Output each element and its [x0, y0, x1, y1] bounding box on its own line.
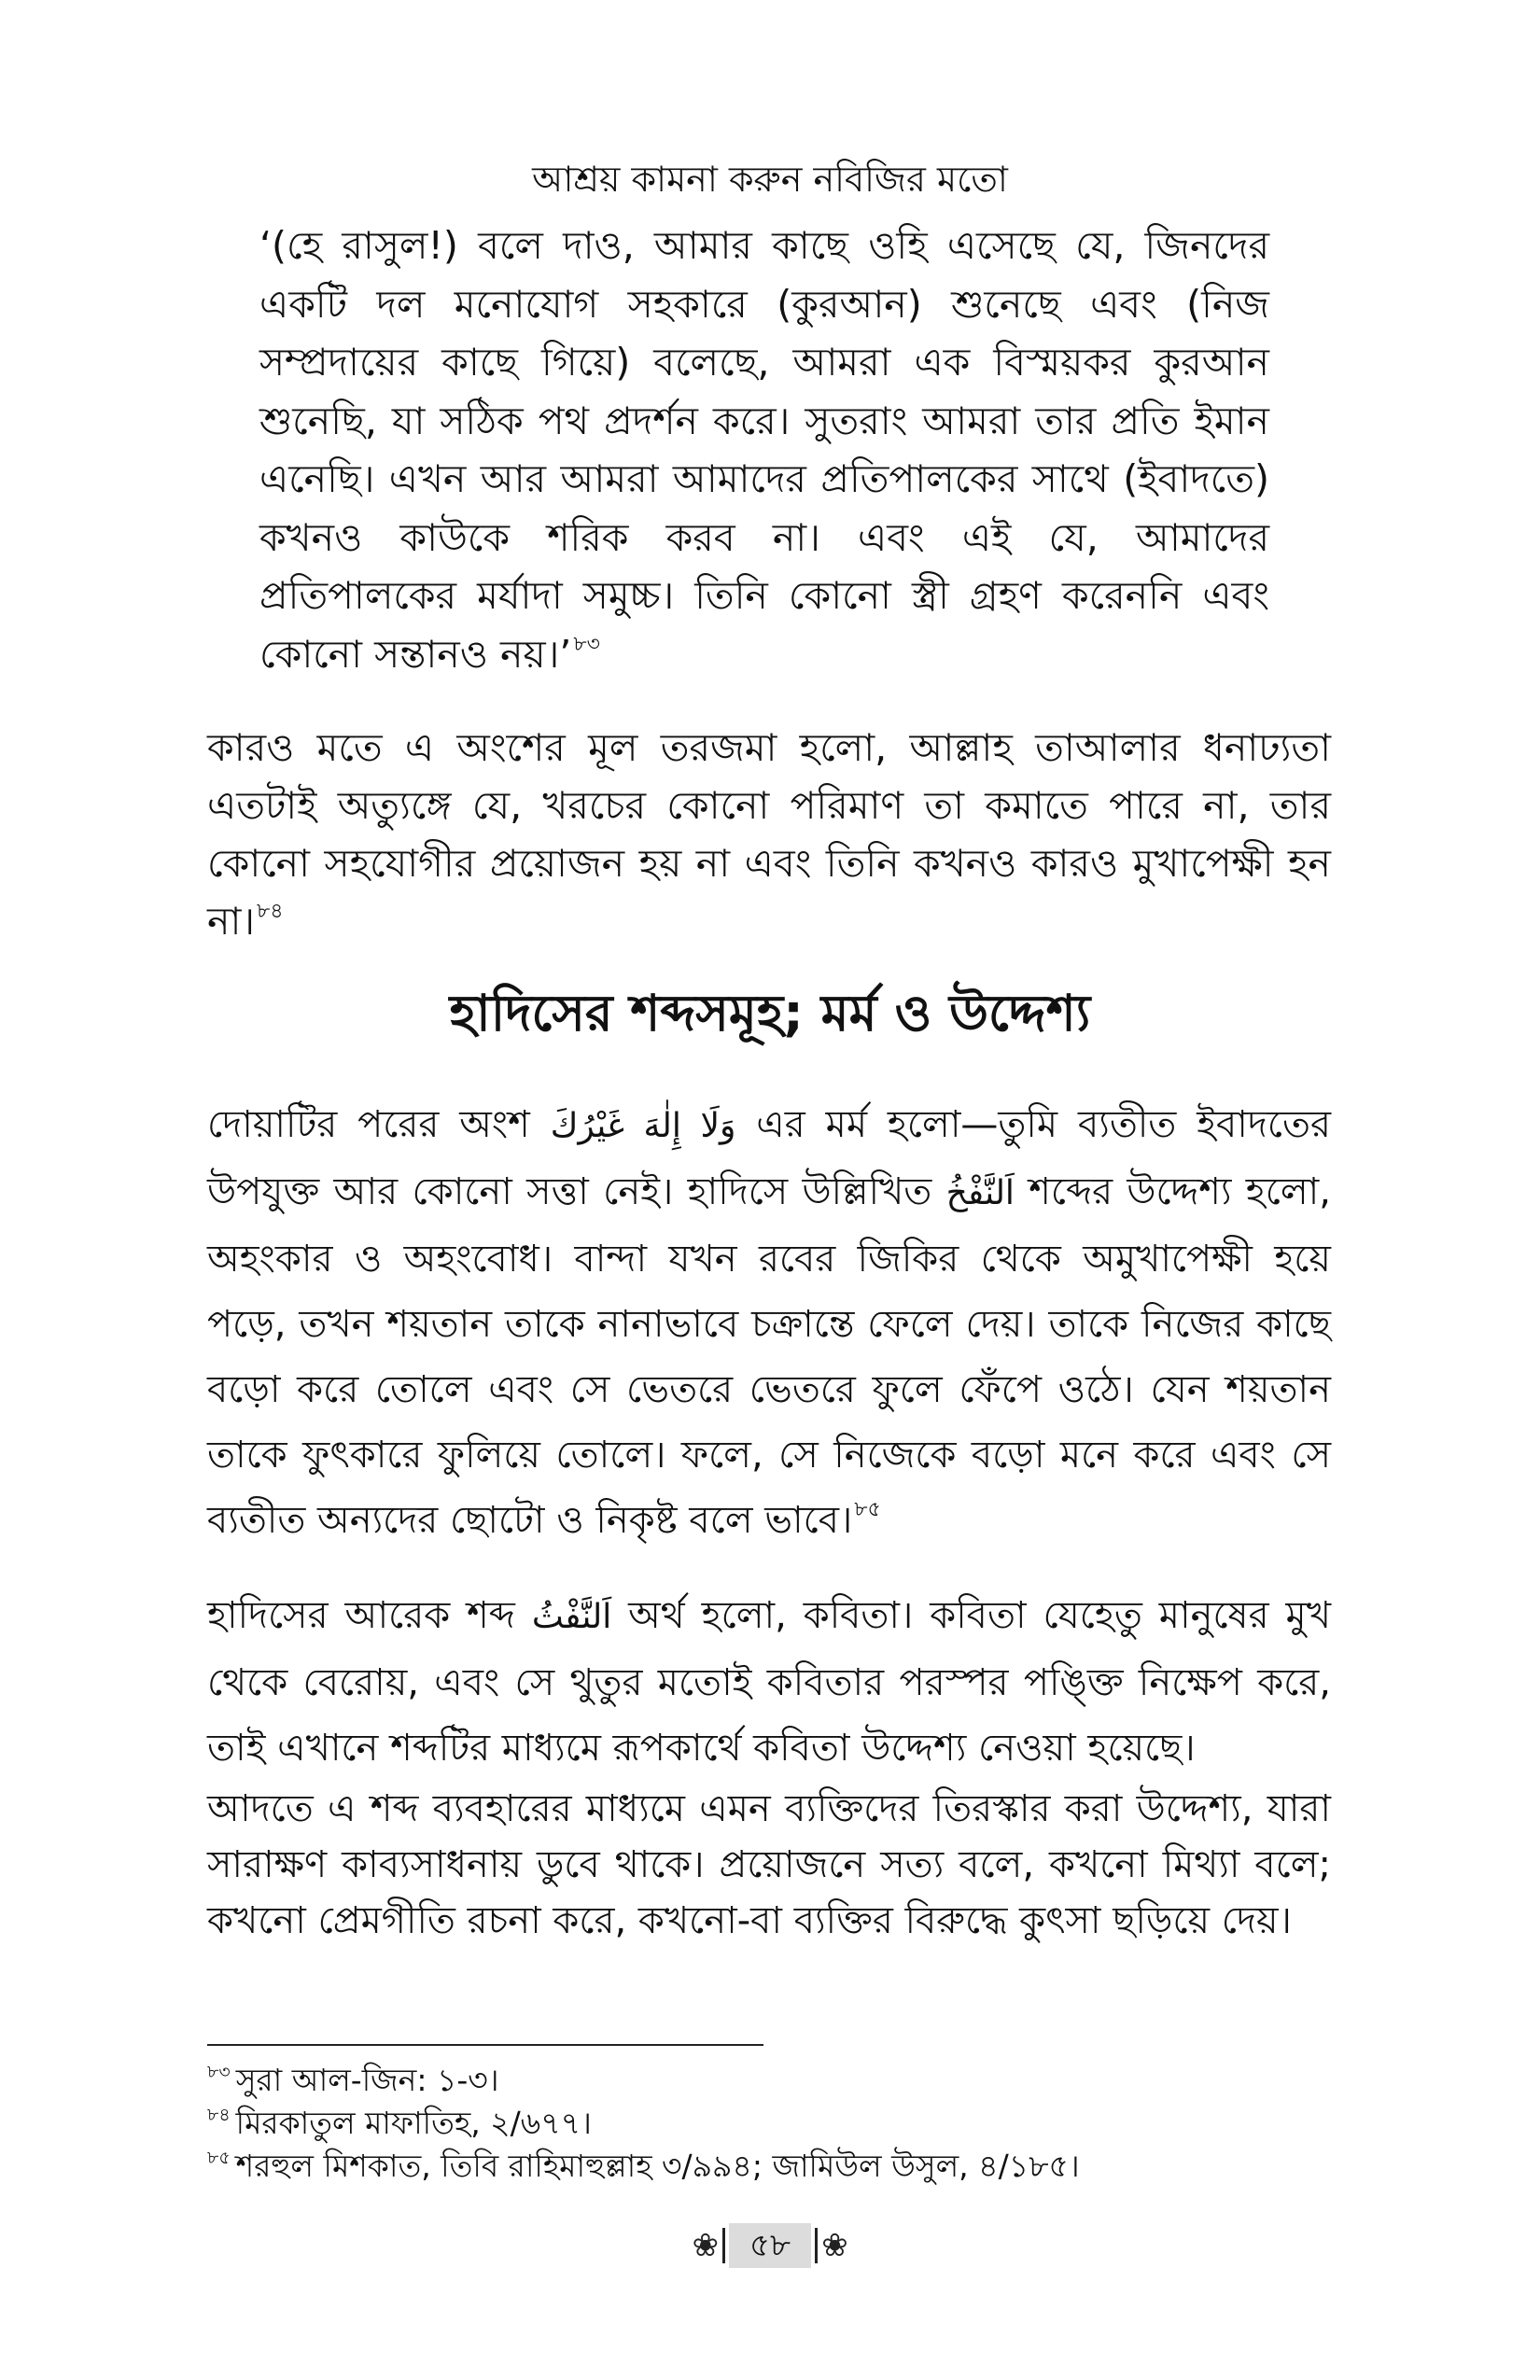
paragraph-2-text-c: শব্দের উদ্দেশ্য হলো, অহংকার ও অহংবোধ। বান্দা যখন রবের জিকির থেকে অমুখাপেক্ষী হয়ে পড়ে, তখন শয়তান তাকে নানাভাবে চক্রান্তে ফেলে দেয়। তাকে নিজের কাছে বড়ো করে তোলে এবং সে ভেতরে ভেতরে ফুলে ফেঁপে ওঠে। যেন শয়তান তাকে ফুৎকারে ফুলিয়ে তোলে। ফলে, সে নিজেকে বড়ো মনে করে এবং সে ব্যতীত অন্যদের ছোটো ও নিকৃষ্ট বলে ভাবে। — [207, 1170, 1331, 1542]
section-heading: হাদিসের শব্দসমূহ; মর্ম ও উদ্দেশ্য — [449, 984, 1091, 1043]
footnote-84 — [207, 2102, 1331, 2145]
footnote-text: সুরা আল-জিন: ১-৩। — [235, 2062, 499, 2098]
page-number: ৫৮ — [729, 2223, 811, 2268]
paragraph-3 — [207, 1583, 1331, 1781]
paragraph-2-text-b: এর মর্ম হলো—তুমি ব্যতীত ইবাদতের উপযুক্ত আর কোনো সত্তা নেই। হাদিসে উল্লিখিত — [207, 1103, 1331, 1213]
paragraph-2 — [207, 1092, 1331, 1553]
running-head: আশ্রয় কামনা করুন নবিজির মতো — [532, 159, 1008, 200]
ornament-right-icon: ❀ — [821, 2227, 848, 2264]
footnote-number: ৮৫ — [207, 2148, 231, 2168]
quote-text: ‘(হে রাসুল!) বলে দাও, আমার কাছে ওহি এসেছে যে, জিনদের একটি দল মনোযোগ সহকারে (কুরআন) শুনেছে এবং (নিজ সম্প্রদায়ের কাছে গিয়ে) বলেছে, আমরা এক বিস্ময়কর কুরআন শুনেছি, যা সঠিক পথ প্রদর্শন করে। সুতরাং আমরা তার প্রতি ইমান এনেছি। এখন আর আমরা আমাদের প্রতিপালকের সাথে (ইবাদতে) কখনও কাউকে শরিক করব না। এবং এই যে, আমাদের প্রতিপালকের মর্যাদা সমুচ্চ। তিনি কোনো স্ত্রী গ্রহণ করেননি এবং কোনো সন্তানও নয়।’ — [259, 223, 1269, 677]
quranic-quote — [259, 217, 1269, 683]
footnote-number: ৮৪ — [207, 2105, 231, 2125]
paragraph-1-text: কারও মতে এ অংশের মূল তরজমা হলো, আল্লাহ তাআলার ধনাঢ্যতা এতটাই অত্যুঙ্গে যে, খরচের কোনো পরিমাণ তা কমাতে পারে না, তার কোনো সহযোগীর প্রয়োজন হয় না এবং তিনি কখনও কারও মুখাপেক্ষী হন না। — [207, 725, 1331, 944]
footnote-number: ৮৩ — [207, 2062, 231, 2082]
footnote-text: শরহুল মিশকাত, তিবি রাহিমাহুল্লাহ ৩/৯৯৪; জামিউল উসুল, ৪/১৮৫। — [235, 2148, 1080, 2184]
footnotes — [207, 2059, 1331, 2188]
arabic-word-an-nafth: اَلنَّفْثُ — [531, 1598, 612, 1636]
footnote-ref-84: ৮৪ — [257, 900, 284, 923]
paragraph-3-text-b: অর্থ হলো, কবিতা। কবিতা যেহেতু মানুষের মুখ থেকে বেরোয়, এবং সে থুতুর মতোই কবিতার পরস্পর পঙ্ক্তি নিক্ষেপ করে, তাই এখানে শব্দটির মাধ্যমে রূপকার্থে কবিতা উদ্দেশ্য নেওয়া হয়েছে। — [207, 1594, 1331, 1770]
footnote-divider — [207, 2044, 763, 2046]
ornament-left-icon: ❀ — [692, 2227, 719, 2264]
footnote-83 — [207, 2059, 1331, 2102]
footnote-85 — [207, 2145, 1331, 2188]
folio-bar-left — [722, 2228, 725, 2263]
paragraph-3-text-a: হাদিসের আরেক শব্দ — [207, 1594, 532, 1637]
paragraph-1 — [207, 719, 1331, 950]
folio-bar-right — [815, 2228, 818, 2263]
page-number-folio — [0, 2223, 1540, 2268]
footnote-ref-85: ৮৫ — [854, 1498, 881, 1521]
arabic-phrase-wala-ilaha-ghairuka: وَلَا إِلٰهَ غَيْرُكَ — [550, 1107, 736, 1145]
paragraph-4: আদতে এ শব্দ ব্যবহারের মাধ্যমে এমন ব্যক্তিদের তিরস্কার করা উদ্দেশ্য, যারা সারাক্ষণ কাব্যসাধনায় ডুবে থাকে। প্রয়োজনে সত্য বলে, কখনো মিথ্যা বলে; কখনো প্রেমগীতি রচনা করে, কখনো-বা ব্যক্তির বিরুদ্ধে কুৎসা ছড়িয়ে দেয়। — [207, 1787, 1331, 1942]
arabic-word-an-nafkh: اَلنَّفْخُ — [945, 1174, 1015, 1212]
footnote-ref-83: ৮৩ — [573, 632, 600, 656]
paragraph-2-text-a: দোয়াটির পরের অংশ — [207, 1103, 551, 1146]
footnote-text: মিরকাতুল মাফাতিহ, ২/৬৭৭। — [235, 2105, 592, 2141]
